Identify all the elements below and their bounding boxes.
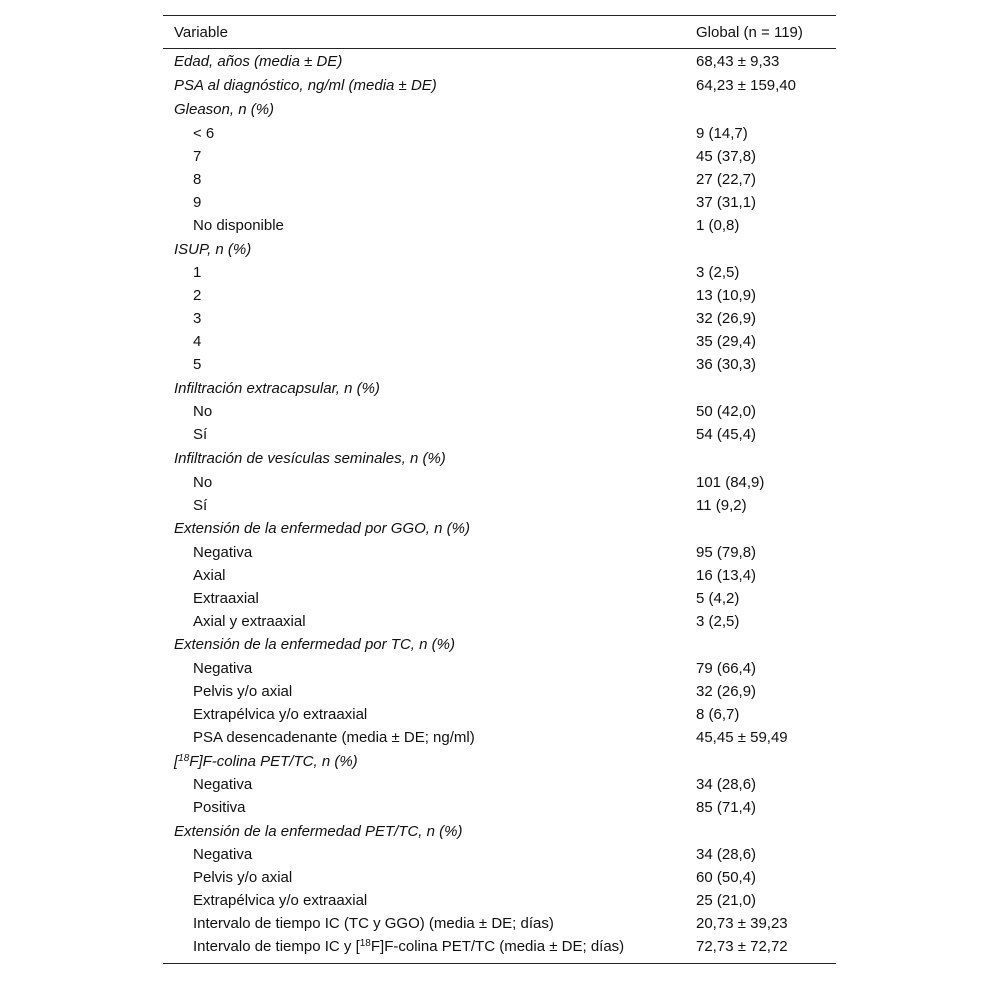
table-row: [163, 285, 836, 308]
table-row: [163, 797, 836, 820]
variable-cell: PSA desencadenante (media ± DE; ng/ml): [193, 729, 475, 746]
table-row: [163, 308, 836, 331]
variable-cell: Infiltración de vesículas seminales, n (%): [174, 450, 446, 468]
variable-cell: 9: [193, 194, 202, 212]
table-body: [163, 50, 836, 959]
variable-cell: Infiltración extracapsular, n (%): [174, 379, 380, 397]
value-cell: 16 (13,4): [696, 566, 757, 584]
variable-cell: No disponible: [193, 217, 284, 235]
value-cell: 32 (26,9): [696, 683, 757, 700]
table-row: [163, 424, 836, 447]
header-global: Global (n = 119): [696, 23, 803, 41]
variable-text-post: F]F-colina PET/TC, n (%): [189, 752, 358, 770]
variable-cell: Pelvis y/o axial: [193, 683, 293, 700]
table-row: [163, 564, 836, 587]
table-section-row: [163, 447, 836, 471]
variable-cell: 4: [193, 333, 202, 351]
table-row: [163, 704, 836, 727]
variable-cell: Axial: [193, 566, 226, 584]
table-header-row: [163, 16, 836, 48]
table-row: [163, 169, 836, 192]
isotope-superscript: 18: [178, 752, 190, 764]
table-row: [163, 844, 836, 867]
table-section-row: [163, 74, 836, 98]
table-section-row: [163, 377, 836, 401]
value-cell: 68,43 ± 9,33: [696, 53, 780, 71]
variable-cell: ISUP, n (%): [174, 240, 252, 258]
value-cell: 32 (26,9): [696, 310, 757, 328]
isotope-superscript: 18: [359, 938, 371, 950]
table-row: [163, 354, 836, 377]
table-header-rule: [163, 48, 836, 49]
table-section-row: [163, 98, 836, 122]
variable-cell: 8: [193, 171, 202, 189]
variable-text-pre: [: [174, 752, 179, 770]
variable-cell: 2: [193, 287, 202, 305]
value-cell: 9 (14,7): [696, 125, 748, 143]
table-row: [163, 936, 836, 959]
variable-cell: < 6: [193, 125, 215, 143]
value-cell: 25 (21,0): [696, 892, 757, 910]
value-cell: 37 (31,1): [696, 194, 757, 212]
table-row: [163, 146, 836, 169]
variable-cell: Positiva: [193, 799, 246, 817]
variable-cell: Negativa: [193, 543, 253, 561]
table-row: [163, 401, 836, 424]
table-row: [163, 215, 836, 238]
table-row: [163, 727, 836, 750]
variable-cell: Extensión de la enfermedad por GGO, n (%): [174, 520, 470, 538]
variable-cell: Extraaxial: [193, 589, 259, 607]
table-row: [163, 867, 836, 890]
value-cell: 45,45 ± 59,49: [696, 729, 788, 746]
variable-cell: Sí: [193, 426, 208, 444]
table-section-row: [163, 50, 836, 74]
value-cell: 20,73 ± 39,23: [696, 915, 788, 933]
variable-cell: No: [193, 403, 213, 421]
data-table: [163, 15, 836, 964]
value-cell: 60 (50,4): [696, 869, 757, 887]
value-cell: 27 (22,7): [696, 171, 757, 189]
value-cell: 34 (28,6): [696, 846, 757, 864]
value-cell: 95 (79,8): [696, 543, 757, 561]
value-cell: 64,23 ± 159,40: [696, 77, 796, 95]
variable-cell: Extrapélvica y/o extraaxial: [193, 892, 368, 910]
variable-cell: Edad, años (media ± DE): [174, 53, 343, 71]
variable-cell: Extensión de la enfermedad PET/TC, n (%): [174, 822, 463, 840]
table-row: [163, 541, 836, 564]
variable-cell: Intervalo de tiempo IC (TC y GGO) (media ± DE; días): [193, 915, 554, 933]
table-row: [163, 471, 836, 494]
table-row: [163, 658, 836, 681]
variable-cell: Extensión de la enfermedad por TC, n (%): [174, 636, 455, 654]
value-cell: 54 (45,4): [696, 426, 757, 444]
variable-cell: 1: [193, 264, 202, 282]
table-row: [163, 610, 836, 633]
table-section-row: [163, 517, 836, 541]
table-section-row: [163, 750, 836, 774]
table-row: [163, 913, 836, 936]
value-cell: 13 (10,9): [696, 287, 757, 305]
value-cell: 8 (6,7): [696, 706, 740, 723]
variable-cell: 7: [193, 148, 202, 166]
variable-cell: Pelvis y/o axial: [193, 869, 293, 887]
table-bottom-rule: [163, 963, 836, 964]
table-section-row: [163, 238, 836, 262]
variable-cell: Negativa: [193, 660, 253, 677]
variable-cell: Negativa: [193, 846, 253, 864]
variable-cell: 3: [193, 310, 202, 328]
table-row: [163, 331, 836, 354]
variable-text-pre: Intervalo de tiempo IC y [: [193, 938, 360, 956]
variable-cell: Sí: [193, 496, 208, 514]
value-cell: 45 (37,8): [696, 148, 757, 166]
variable-cell: No: [193, 473, 213, 491]
variable-text-post: F]F-colina PET/TC (media ± DE; días): [370, 938, 625, 956]
value-cell: 72,73 ± 72,72: [696, 938, 788, 956]
table-row: [163, 192, 836, 215]
table-row: [163, 890, 836, 913]
value-cell: 35 (29,4): [696, 333, 757, 351]
value-cell: 1 (0,8): [696, 217, 740, 235]
variable-cell: Gleason, n (%): [174, 101, 275, 119]
variable-cell: 5: [193, 356, 202, 374]
table-row: [163, 262, 836, 285]
table-row: [163, 494, 836, 517]
table-row: [163, 681, 836, 704]
value-cell: 34 (28,6): [696, 776, 757, 794]
table-section-row: [163, 633, 836, 657]
value-cell: 36 (30,3): [696, 356, 757, 374]
value-cell: 3 (2,5): [696, 264, 740, 282]
value-cell: 11 (9,2): [696, 496, 747, 514]
table-row: [163, 587, 836, 610]
table-section-row: [163, 820, 836, 844]
variable-cell: Negativa: [193, 776, 253, 794]
value-cell: 101 (84,9): [696, 473, 765, 491]
value-cell: 3 (2,5): [696, 612, 740, 630]
value-cell: 85 (71,4): [696, 799, 757, 817]
table-row: [163, 123, 836, 146]
value-cell: 5 (4,2): [696, 589, 740, 607]
variable-cell: PSA al diagnóstico, ng/ml (media ± DE): [174, 77, 437, 95]
value-cell: 79 (66,4): [696, 660, 757, 677]
header-variable: Variable: [174, 23, 228, 41]
variable-cell: Axial y extraaxial: [193, 612, 306, 630]
variable-cell: [163, 938, 685, 956]
value-cell: 50 (42,0): [696, 403, 757, 421]
variable-cell: [163, 753, 685, 771]
table-row: [163, 774, 836, 797]
variable-cell: Extrapélvica y/o extraaxial: [193, 706, 368, 723]
